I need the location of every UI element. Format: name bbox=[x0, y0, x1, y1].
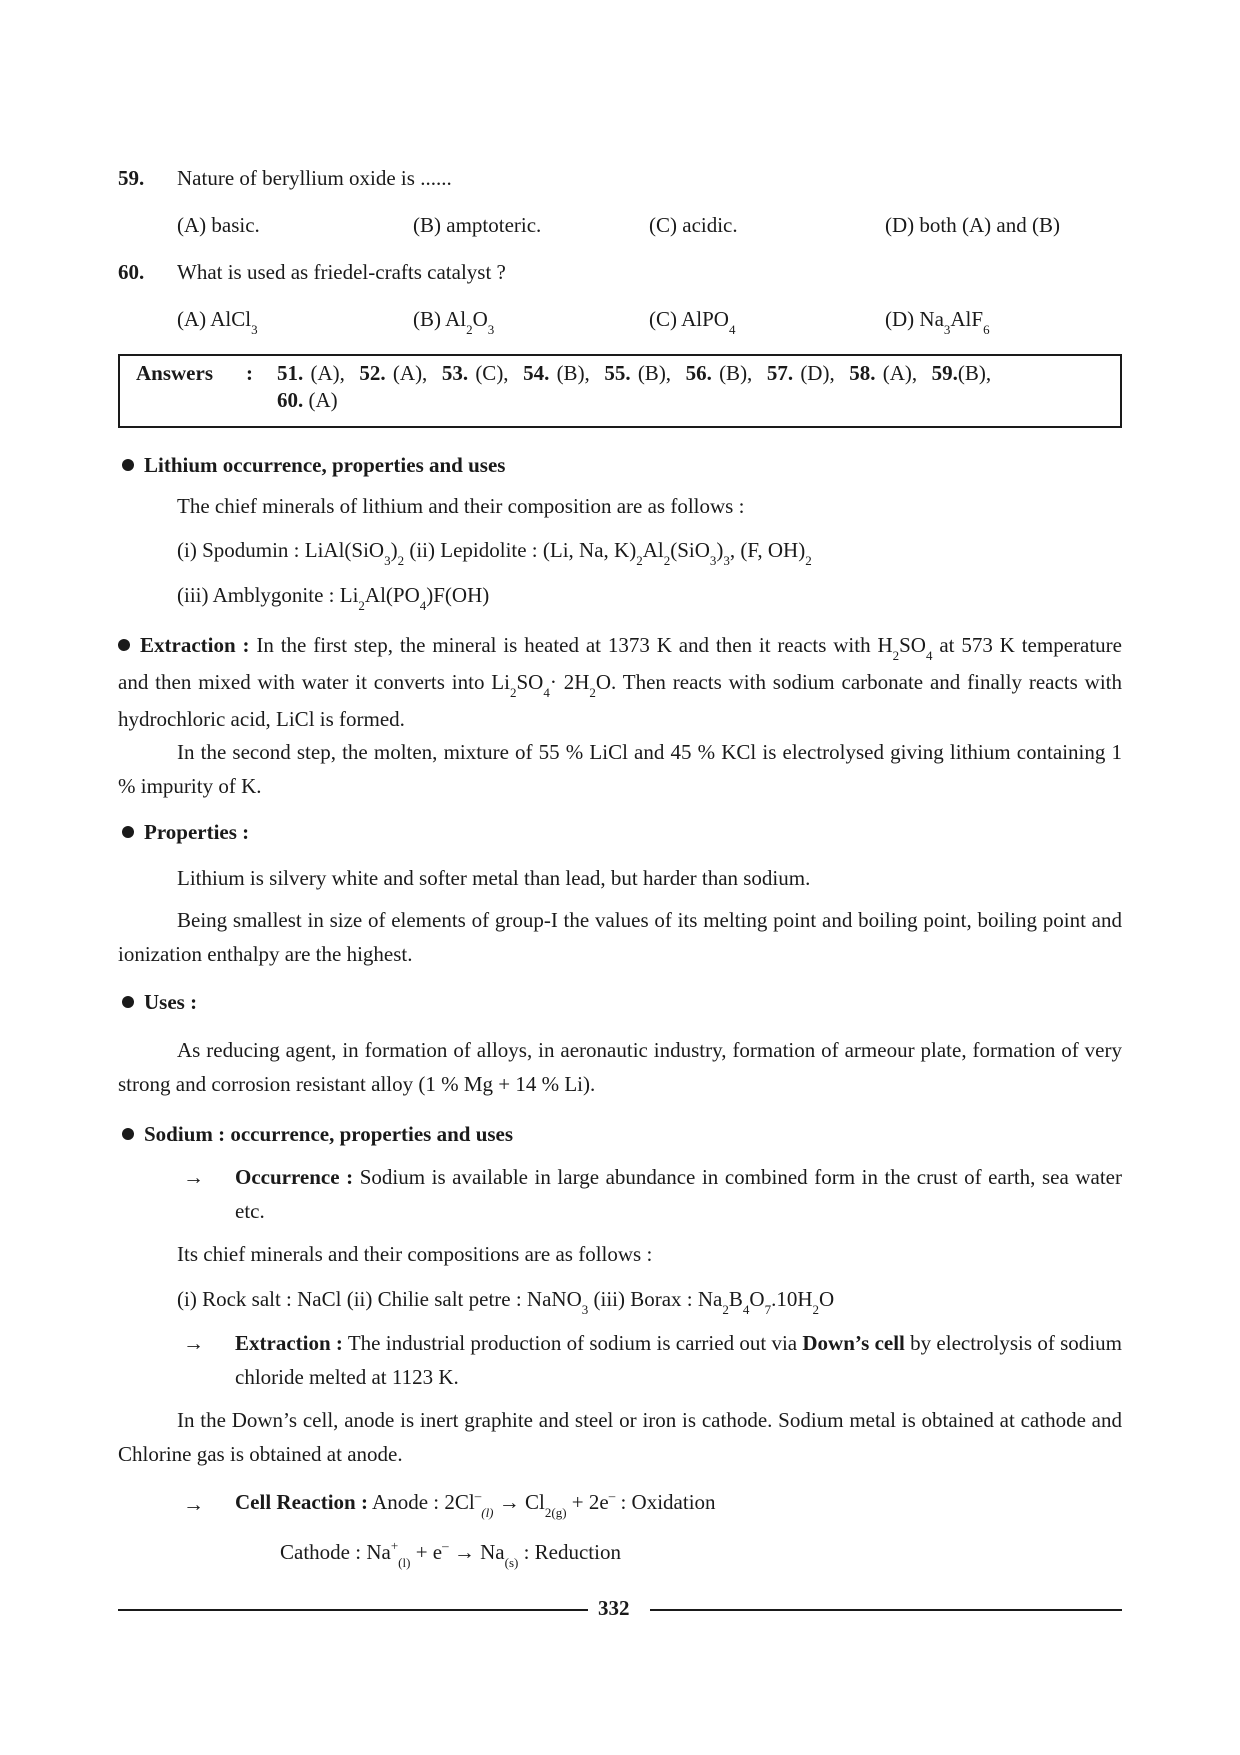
bullet-icon bbox=[122, 459, 134, 471]
sodium-minerals-list: (i) Rock salt : NaCl (ii) Chilie salt petre : NaNO$_3$ (iii) Borax : $Na_2B_4O_7.10H_2O$ bbox=[177, 1287, 835, 1317]
option-d: (D) both (A) and (B) bbox=[885, 213, 1060, 237]
cell-reaction-cathode: Cathode : $Na^+_{(l)} + e^- \to Na_{(s)}$ : Reduction bbox=[280, 1538, 621, 1570]
bullet-icon bbox=[122, 826, 134, 838]
sodium-extraction: Extraction : The industrial production of sodium is carried out via Down’s cell by electrolysis of sodium chloride melted at 1123 K. bbox=[235, 1331, 1122, 1389]
question-text: Nature of beryllium oxide is ...... bbox=[177, 166, 452, 190]
answers-colon: : bbox=[246, 361, 253, 385]
lithium-intro: The chief minerals of lithium and their composition are as follows : bbox=[177, 494, 745, 518]
answers-line-2: 60. (A) bbox=[277, 388, 338, 412]
question-text: What is used as friedel-crafts catalyst ? bbox=[177, 260, 506, 284]
lithium-extraction-paragraph: Extraction : In the first step, the mineral is heated at 1373 K and then it reacts with $H_2SO_4$ at 573 K temperature and then mixed with water it converts into $Li_2SO_4\cdot 2H_2O$. Then reacts with sodium carbonate and finally reacts with hydrochloric acid, LiCl is formed. bbox=[118, 633, 1123, 731]
bullet-icon bbox=[122, 996, 134, 1008]
option-c: (C) acidic. bbox=[649, 213, 738, 237]
arrow-icon: → bbox=[183, 1331, 204, 1355]
bullet-icon bbox=[122, 1128, 134, 1140]
option-c: (C) AlPO$_4$ bbox=[649, 307, 736, 337]
answers-line-1: 51. (A), 52. (A), 53. (C), 54. (B), 55. (B), 56. (B), 57. (D), 58. (A), 59.(B), bbox=[277, 361, 992, 385]
option-b: (B) amptoteric. bbox=[413, 213, 542, 237]
page-number: 332 bbox=[598, 1596, 630, 1620]
lithium-second-step: In the second step, the molten, mixture of 55 % LiCl and 45 % KCl is electrolysed giving lithium containing 1 % impurity of K. bbox=[118, 740, 1122, 798]
option-d: (D) $Na_3AlF_6$ bbox=[885, 307, 990, 337]
footer-rule-right bbox=[650, 1609, 1122, 1611]
properties-text-2: Being smallest in size of elements of group-I the values of its melting point and boiling point, boiling point and ionization enthalpy are the highest. bbox=[118, 908, 1122, 966]
properties-text-1: Lithium is silvery white and softer metal than lead, but harder than sodium. bbox=[177, 866, 811, 890]
section-heading-properties: Properties : bbox=[122, 820, 249, 845]
uses-text: As reducing agent, in formation of alloys, in aeronautic industry, formation of armeour plate, formation of very strong and corrosion resistant alloy (1 % Mg + 14 % Li). bbox=[118, 1038, 1122, 1096]
downs-cell-text: In the Down’s cell, anode is inert graphite and steel or iron is cathode. Sodium metal is obtained at cathode and Chlorine gas is obtained at anode. bbox=[118, 1408, 1122, 1466]
option-a: (A) basic. bbox=[177, 213, 260, 237]
section-heading-uses: Uses : bbox=[122, 990, 197, 1015]
option-a: (A) AlCl$_3$ bbox=[177, 307, 258, 337]
cell-reaction-anode: Cell Reaction : Anode : $2Cl^-_{(l)} \to Cl_{2(g)} + 2e^-$ : Oxidation bbox=[235, 1488, 716, 1520]
lithium-minerals-line-1: (i) Spodumin : $LiAl(SiO_3)_2$ (ii) Lepidolite : (Li, Na, $K)_2Al_2(SiO_3)_3$, (F, $OH)_2$ bbox=[177, 538, 812, 568]
arrow-icon: → bbox=[183, 1165, 204, 1189]
bullet-icon bbox=[118, 639, 130, 651]
question-number: 60. bbox=[118, 260, 145, 284]
answers-label: Answers bbox=[136, 361, 213, 385]
option-b: (B) $Al_2O_3$ bbox=[413, 307, 495, 337]
lithium-minerals-line-2: (iii) Amblygonite : $Li_2Al(PO_4)F(OH)$ bbox=[177, 583, 490, 613]
sodium-occurrence: Occurrence : Sodium is available in large abundance in combined form in the crust of earth, sea water etc. bbox=[235, 1165, 1122, 1223]
section-heading-sodium: Sodium : occurrence, properties and uses bbox=[122, 1122, 513, 1147]
sodium-minerals-intro: Its chief minerals and their compositions are as follows : bbox=[177, 1242, 653, 1266]
arrow-icon: → bbox=[183, 1492, 204, 1516]
section-heading-lithium: Lithium occurrence, properties and uses bbox=[122, 453, 505, 478]
footer-rule-left bbox=[118, 1609, 588, 1611]
question-number: 59. bbox=[118, 166, 145, 190]
